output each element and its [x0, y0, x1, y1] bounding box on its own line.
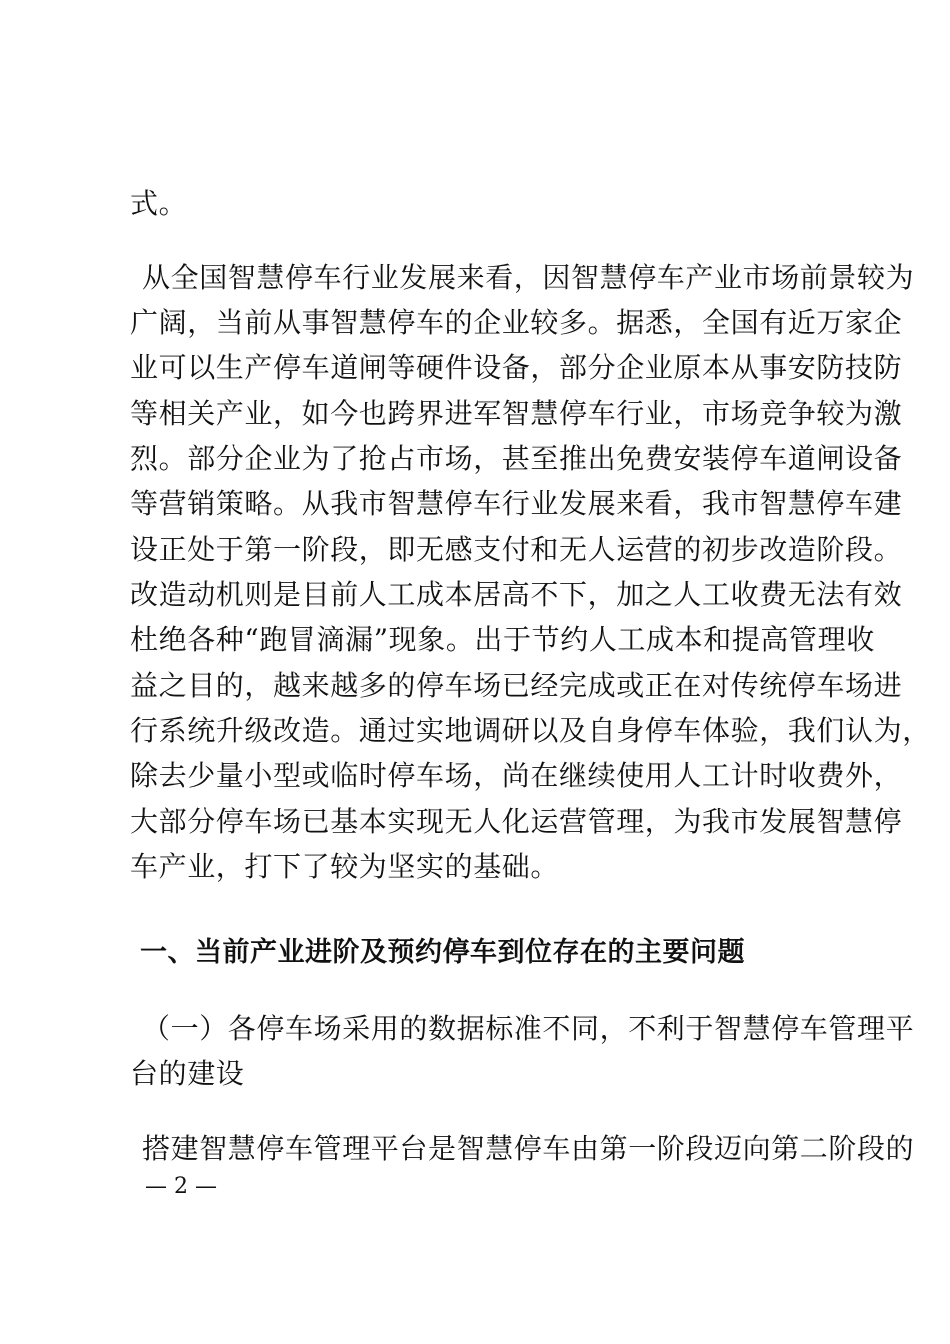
subheading-line: （一）各停车场采用的数据标准不同，不利于智慧停车管理平 [142, 1012, 915, 1045]
text-line: 等营销策略。从我市智慧停车行业发展来看，我市智慧停车建 [130, 487, 903, 520]
text-line: 杜绝各种“跑冒滴漏”现象。出于节约人工成本和提高管理收 [130, 623, 875, 656]
text-line: 烈。部分企业为了抢占市场，甚至推出免费安装停车道闸设备 [130, 442, 903, 475]
text-line: 设正处于第一阶段，即无感支付和无人运营的初步改造阶段。 [130, 533, 903, 566]
subheading-line: 台的建设 [130, 1057, 245, 1090]
text-line: 改造动机则是目前人工成本居高不下，加之人工收费无法有效 [130, 578, 903, 611]
page-number: — 2 — [145, 1174, 217, 1199]
text-line: 从全国智慧停车行业发展来看，因智慧停车产业市场前景较为 [142, 261, 915, 294]
text-line: 业可以生产停车道闸等硬件设备，部分企业原本从事安防技防 [130, 351, 903, 384]
text-line: 等相关产业，如今也跨界进军智慧停车行业，市场竞争较为激 [130, 397, 903, 430]
text-line: 广阔，当前从事智慧停车的企业较多。据悉，全国有近万家企 [130, 306, 903, 339]
section-heading: 一、当前产业进阶及预约停车到位存在的主要问题 [140, 937, 745, 968]
text-line: 大部分停车场已基本实现无人化运营管理，为我市发展智慧停 [130, 805, 903, 838]
text-line: 益之目的，越来越多的停车场已经完成或正在对传统停车场进 [130, 669, 903, 702]
text-line: 车产业，打下了较为坚实的基础。 [130, 850, 560, 883]
text-line: 搭建智慧停车管理平台是智慧停车由第一阶段迈向第二阶段的 [142, 1132, 915, 1165]
text-line: 除去少量小型或临时停车场，尚在继续使用人工计时收费外， [130, 759, 903, 792]
text-line: 行系统升级改造。通过实地调研以及自身停车体验，我们认为， [130, 714, 931, 747]
text-line: 式。 [130, 187, 188, 220]
